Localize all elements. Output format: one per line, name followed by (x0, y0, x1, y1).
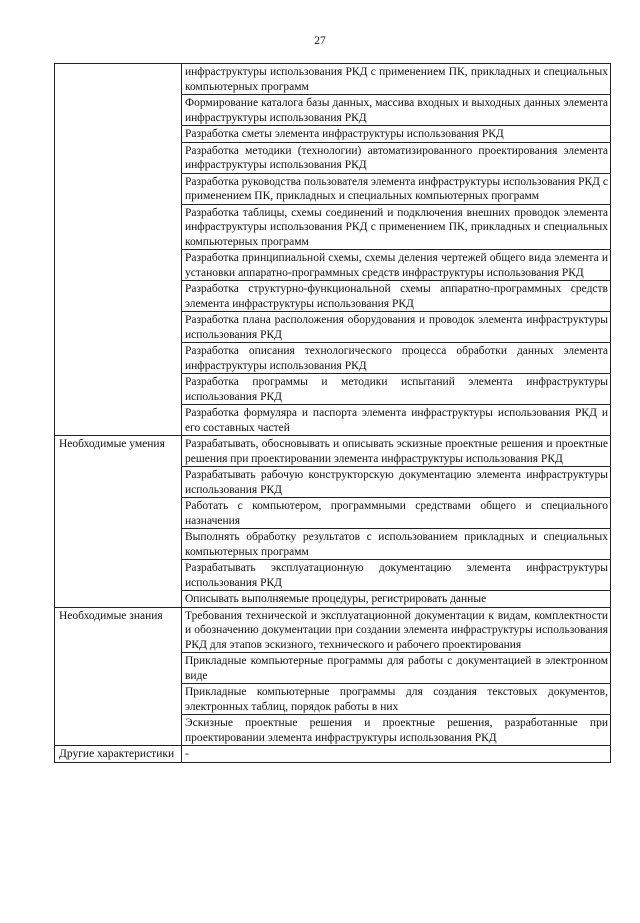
requirements-table (54, 63, 611, 763)
table-cell: Разработка сметы элемента инфраструктуры использования РКД (182, 126, 611, 143)
table-cell: Эскизные проектные решения и проектные решения, разработанные при проектировании элемента инфраструктуры использования РКД (182, 715, 611, 746)
page-number: 27 (314, 35, 326, 47)
section-label-other: Другие характеристики (55, 746, 182, 763)
table-cell: Прикладные компьютерные программы для создания текстовых документов, электронных таблиц, порядок работы в них (182, 684, 611, 715)
table-row (55, 436, 611, 467)
table-row (55, 607, 611, 653)
table-cell: Разработка принципиальной схемы, схемы деления чертежей общего вида элемента и установки аппаратно-программных средств инфраструктуры использования РКД (182, 250, 611, 281)
table-cell: Описывать выполняемые процедуры, регистрировать данные (182, 591, 611, 608)
table-cell: Формирование каталога базы данных, массива входных и выходных данных элемента инфраструктуры использования РКД (182, 95, 611, 126)
table-cell: - (182, 746, 611, 763)
table-cell: Требования технической и эксплуатационной документации к видам, комплектности и обозначению документации при создании элемента инфраструктуры использования РКД для этапов эскизного, технического и рабочего проектирования (182, 607, 611, 653)
table-cell: Разработка методики (технологии) автоматизированного проектирования элемента инфраструктуры использования РКД (182, 142, 611, 173)
table-cell: Разработка программы и методики испытаний элемента инфраструктуры использования РКД (182, 374, 611, 405)
table-cell: Разработка структурно-функциональной схемы аппаратно-программных средств элемента инфраструктуры использования РКД (182, 281, 611, 312)
table-cell: Разрабатывать эксплуатационную документацию элемента инфраструктуры использования РКД (182, 560, 611, 591)
table-cell: Разработка описания технологического процесса обработки данных элемента инфраструктуры использования РКД (182, 343, 611, 374)
table-cell: Разработка формуляра и паспорта элемента инфраструктуры использования РКД и его составных частей (182, 405, 611, 436)
table-cell: Разрабатывать, обосновывать и описывать эскизные проектные решения и проектные решения при проектировании элемента инфраструктуры использования РКД (182, 436, 611, 467)
table-cell: Разработка таблицы, схемы соединений и подключения внешних проводок элемента инфраструктуры использования РКД с применением ПК, прикладных и специальных компьютерных программ (182, 204, 611, 250)
table-cell: Разработка руководства пользователя элемента инфраструктуры использования РКД с применением ПК, прикладных и специальных компьютерных программ (182, 173, 611, 204)
table-row (55, 746, 611, 763)
section-label (55, 64, 182, 436)
table-cell: Работать с компьютером, программными средствами общего и специального назначения (182, 498, 611, 529)
table-cell: Разрабатывать рабочую конструкторскую документацию элемента инфраструктуры использования РКД (182, 467, 611, 498)
section-label-skills: Необходимые умения (55, 436, 182, 608)
table-cell: инфраструктуры использования РКД с применением ПК, прикладных и специальных компьютерных программ (182, 64, 611, 95)
table-cell: Разработка плана расположения оборудования и проводок элемента инфраструктуры использования РКД (182, 312, 611, 343)
table-row (55, 64, 611, 95)
table-cell: Выполнять обработку результатов с использованием прикладных и специальных компьютерных программ (182, 529, 611, 560)
table-cell: Прикладные компьютерные программы для работы с документацией в электронном виде (182, 653, 611, 684)
section-label-knowledge: Необходимые знания (55, 607, 182, 746)
